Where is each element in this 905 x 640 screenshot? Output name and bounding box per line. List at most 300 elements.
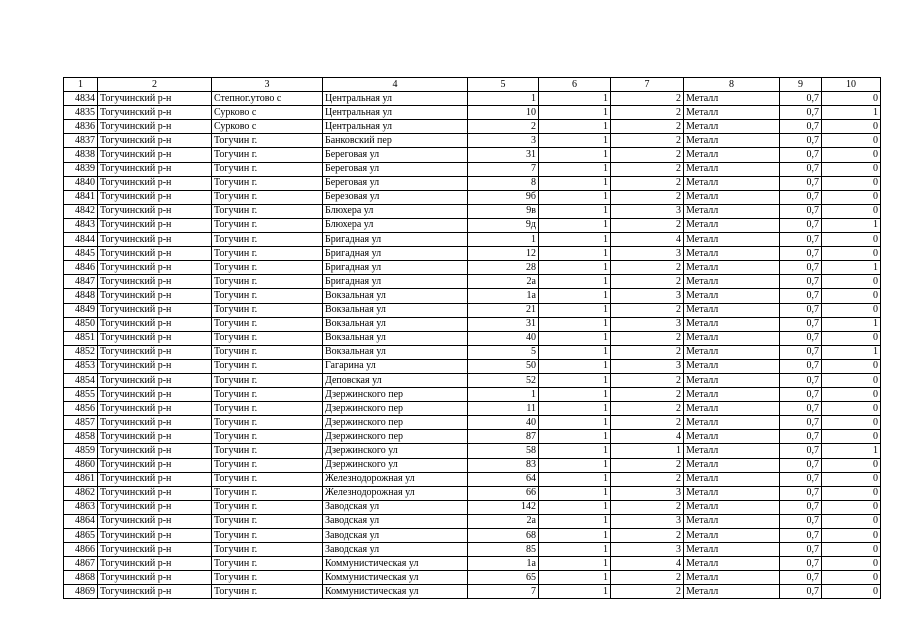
street-cell: Береговая ул <box>323 148 468 162</box>
material-cell: Металл <box>684 176 780 190</box>
col-6-cell: 1 <box>539 331 611 345</box>
col-6-cell: 1 <box>539 289 611 303</box>
col-10-cell: 0 <box>822 416 881 430</box>
table-row <box>64 331 881 345</box>
col-6-cell: 1 <box>539 388 611 402</box>
table-row <box>64 204 881 218</box>
street-cell: Центральная ул <box>323 106 468 120</box>
house-number-cell: 7 <box>468 585 539 599</box>
locality-cell: Тогучин г. <box>212 218 323 232</box>
col-6-cell: 1 <box>539 514 611 528</box>
row-number-cell: 4860 <box>64 458 98 472</box>
house-number-cell: 64 <box>468 472 539 486</box>
district-cell: Тогучинский р-н <box>98 92 212 106</box>
row-number-cell: 4854 <box>64 373 98 387</box>
locality-cell: Тогучин г. <box>212 486 323 500</box>
row-number-cell: 4839 <box>64 162 98 176</box>
table-row <box>64 543 881 557</box>
locality-cell: Тогучин г. <box>212 359 323 373</box>
locality-cell: Тогучин г. <box>212 303 323 317</box>
district-cell: Тогучинский р-н <box>98 458 212 472</box>
material-cell: Металл <box>684 557 780 571</box>
col-7-cell: 2 <box>611 120 684 134</box>
house-number-cell: 1 <box>468 233 539 247</box>
table-row <box>64 190 881 204</box>
table-row <box>64 233 881 247</box>
locality-cell: Тогучин г. <box>212 233 323 247</box>
col-7-cell: 4 <box>611 233 684 247</box>
header-col-10: 10 <box>822 78 881 92</box>
material-cell: Металл <box>684 204 780 218</box>
row-number-cell: 4863 <box>64 500 98 514</box>
col-7-cell: 2 <box>611 388 684 402</box>
col-7-cell: 2 <box>611 92 684 106</box>
table-row <box>64 176 881 190</box>
col-6-cell: 1 <box>539 275 611 289</box>
col-9-cell: 0,7 <box>780 557 822 571</box>
house-number-cell: 21 <box>468 303 539 317</box>
col-9-cell: 0,7 <box>780 120 822 134</box>
col-10-cell: 0 <box>822 529 881 543</box>
material-cell: Металл <box>684 472 780 486</box>
district-cell: Тогучинский р-н <box>98 514 212 528</box>
col-7-cell: 2 <box>611 458 684 472</box>
col-10-cell: 0 <box>822 388 881 402</box>
col-6-cell: 1 <box>539 402 611 416</box>
street-cell: Вокзальная ул <box>323 331 468 345</box>
street-cell: Заводская ул <box>323 514 468 528</box>
col-6-cell: 1 <box>539 416 611 430</box>
material-cell: Металл <box>684 190 780 204</box>
col-9-cell: 0,7 <box>780 218 822 232</box>
district-cell: Тогучинский р-н <box>98 571 212 585</box>
material-cell: Металл <box>684 134 780 148</box>
locality-cell: Тогучин г. <box>212 585 323 599</box>
locality-cell: Тогучин г. <box>212 247 323 261</box>
material-cell: Металл <box>684 359 780 373</box>
col-10-cell: 0 <box>822 359 881 373</box>
col-6-cell: 1 <box>539 472 611 486</box>
header-row <box>64 78 881 92</box>
house-number-cell: 11 <box>468 402 539 416</box>
material-cell: Металл <box>684 458 780 472</box>
col-6-cell: 1 <box>539 317 611 331</box>
col-7-cell: 3 <box>611 486 684 500</box>
row-number-cell: 4857 <box>64 416 98 430</box>
material-cell: Металл <box>684 486 780 500</box>
material-cell: Металл <box>684 373 780 387</box>
col-9-cell: 0,7 <box>780 571 822 585</box>
col-7-cell: 2 <box>611 529 684 543</box>
col-6-cell: 1 <box>539 148 611 162</box>
row-number-cell: 4861 <box>64 472 98 486</box>
material-cell: Металл <box>684 275 780 289</box>
col-9-cell: 0,7 <box>780 472 822 486</box>
street-cell: Центральная ул <box>323 120 468 134</box>
district-cell: Тогучинский р-н <box>98 373 212 387</box>
col-10-cell: 0 <box>822 486 881 500</box>
house-number-cell: 68 <box>468 529 539 543</box>
house-number-cell: 8 <box>468 176 539 190</box>
header-col-6: 6 <box>539 78 611 92</box>
col-10-cell: 0 <box>822 472 881 486</box>
district-cell: Тогучинский р-н <box>98 430 212 444</box>
table-row <box>64 430 881 444</box>
house-number-cell: 12 <box>468 247 539 261</box>
col-7-cell: 4 <box>611 430 684 444</box>
street-cell: Вокзальная ул <box>323 289 468 303</box>
material-cell: Металл <box>684 529 780 543</box>
col-9-cell: 0,7 <box>780 176 822 190</box>
district-cell: Тогучинский р-н <box>98 472 212 486</box>
district-cell: Тогучинский р-н <box>98 176 212 190</box>
row-number-cell: 4864 <box>64 514 98 528</box>
col-6-cell: 1 <box>539 303 611 317</box>
house-number-cell: 1 <box>468 92 539 106</box>
col-10-cell: 0 <box>822 585 881 599</box>
col-10-cell: 0 <box>822 373 881 387</box>
col-9-cell: 0,7 <box>780 585 822 599</box>
col-10-cell: 0 <box>822 190 881 204</box>
material-cell: Металл <box>684 162 780 176</box>
material-cell: Металл <box>684 500 780 514</box>
col-7-cell: 2 <box>611 190 684 204</box>
col-10-cell: 0 <box>822 92 881 106</box>
house-number-cell: 1а <box>468 289 539 303</box>
col-9-cell: 0,7 <box>780 416 822 430</box>
district-cell: Тогучинский р-н <box>98 204 212 218</box>
col-9-cell: 0,7 <box>780 402 822 416</box>
district-cell: Тогучинский р-н <box>98 261 212 275</box>
col-6-cell: 1 <box>539 543 611 557</box>
col-9-cell: 0,7 <box>780 162 822 176</box>
street-cell: Бригадная ул <box>323 233 468 247</box>
street-cell: Дзержинского пер <box>323 430 468 444</box>
row-number-cell: 4865 <box>64 529 98 543</box>
house-number-cell: 5 <box>468 345 539 359</box>
col-6-cell: 1 <box>539 247 611 261</box>
district-cell: Тогучинский р-н <box>98 529 212 543</box>
table-row <box>64 416 881 430</box>
col-7-cell: 2 <box>611 345 684 359</box>
house-number-cell: 1 <box>468 388 539 402</box>
district-cell: Тогучинский р-н <box>98 345 212 359</box>
locality-cell: Тогучин г. <box>212 134 323 148</box>
material-cell: Металл <box>684 218 780 232</box>
district-cell: Тогучинский р-н <box>98 416 212 430</box>
street-cell: Гагарина ул <box>323 359 468 373</box>
col-7-cell: 3 <box>611 514 684 528</box>
district-cell: Тогучинский р-н <box>98 233 212 247</box>
house-number-cell: 2 <box>468 120 539 134</box>
material-cell: Металл <box>684 345 780 359</box>
row-number-cell: 4834 <box>64 92 98 106</box>
col-6-cell: 1 <box>539 373 611 387</box>
row-number-cell: 4868 <box>64 571 98 585</box>
col-7-cell: 3 <box>611 289 684 303</box>
street-cell: Железнодорожная ул <box>323 472 468 486</box>
col-10-cell: 0 <box>822 134 881 148</box>
district-cell: Тогучинский р-н <box>98 331 212 345</box>
col-10-cell: 0 <box>822 120 881 134</box>
locality-cell: Сурково с <box>212 106 323 120</box>
col-10-cell: 0 <box>822 543 881 557</box>
house-number-cell: 31 <box>468 148 539 162</box>
table-row <box>64 458 881 472</box>
locality-cell: Тогучин г. <box>212 402 323 416</box>
row-number-cell: 4853 <box>64 359 98 373</box>
locality-cell: Тогучин г. <box>212 345 323 359</box>
locality-cell: Тогучин г. <box>212 458 323 472</box>
col-6-cell: 1 <box>539 92 611 106</box>
row-number-cell: 4856 <box>64 402 98 416</box>
locality-cell: Сурково с <box>212 120 323 134</box>
table-row <box>64 162 881 176</box>
col-6-cell: 1 <box>539 486 611 500</box>
district-cell: Тогучинский р-н <box>98 486 212 500</box>
col-10-cell: 0 <box>822 148 881 162</box>
col-7-cell: 2 <box>611 373 684 387</box>
district-cell: Тогучинский р-н <box>98 148 212 162</box>
header-col-8: 8 <box>684 78 780 92</box>
col-9-cell: 0,7 <box>780 331 822 345</box>
col-10-cell: 1 <box>822 261 881 275</box>
col-9-cell: 0,7 <box>780 106 822 120</box>
house-number-cell: 58 <box>468 444 539 458</box>
row-number-cell: 4858 <box>64 430 98 444</box>
row-number-cell: 4844 <box>64 233 98 247</box>
house-number-cell: 7 <box>468 162 539 176</box>
house-number-cell: 52 <box>468 373 539 387</box>
col-10-cell: 0 <box>822 458 881 472</box>
locality-cell: Степног.утово с <box>212 92 323 106</box>
row-number-cell: 4859 <box>64 444 98 458</box>
house-number-cell: 50 <box>468 359 539 373</box>
street-cell: Банковский пер <box>323 134 468 148</box>
table-row <box>64 402 881 416</box>
col-6-cell: 1 <box>539 571 611 585</box>
col-7-cell: 3 <box>611 247 684 261</box>
district-cell: Тогучинский р-н <box>98 585 212 599</box>
col-10-cell: 0 <box>822 204 881 218</box>
row-number-cell: 4848 <box>64 289 98 303</box>
col-6-cell: 1 <box>539 557 611 571</box>
col-7-cell: 2 <box>611 500 684 514</box>
district-cell: Тогучинский р-н <box>98 500 212 514</box>
col-10-cell: 1 <box>822 317 881 331</box>
district-cell: Тогучинский р-н <box>98 247 212 261</box>
street-cell: Блюхера ул <box>323 204 468 218</box>
house-number-cell: 10 <box>468 106 539 120</box>
row-number-cell: 4851 <box>64 331 98 345</box>
header-col-4: 4 <box>323 78 468 92</box>
col-7-cell: 2 <box>611 303 684 317</box>
col-7-cell: 2 <box>611 162 684 176</box>
col-6-cell: 1 <box>539 218 611 232</box>
table-row <box>64 514 881 528</box>
col-6-cell: 1 <box>539 190 611 204</box>
locality-cell: Тогучин г. <box>212 557 323 571</box>
col-10-cell: 0 <box>822 303 881 317</box>
data-table <box>63 77 881 599</box>
street-cell: Блюхера ул <box>323 218 468 232</box>
material-cell: Металл <box>684 289 780 303</box>
header-col-2: 2 <box>98 78 212 92</box>
street-cell: Дзержинского пер <box>323 416 468 430</box>
locality-cell: Тогучин г. <box>212 543 323 557</box>
material-cell: Металл <box>684 92 780 106</box>
col-9-cell: 0,7 <box>780 148 822 162</box>
house-number-cell: 31 <box>468 317 539 331</box>
material-cell: Металл <box>684 261 780 275</box>
row-number-cell: 4845 <box>64 247 98 261</box>
col-7-cell: 2 <box>611 261 684 275</box>
district-cell: Тогучинский р-н <box>98 359 212 373</box>
col-9-cell: 0,7 <box>780 500 822 514</box>
col-10-cell: 0 <box>822 500 881 514</box>
table-row <box>64 317 881 331</box>
table-row <box>64 500 881 514</box>
house-number-cell: 9д <box>468 218 539 232</box>
street-cell: Бригадная ул <box>323 261 468 275</box>
table-row <box>64 106 881 120</box>
table-row <box>64 345 881 359</box>
street-cell: Береговая ул <box>323 176 468 190</box>
row-number-cell: 4840 <box>64 176 98 190</box>
col-6-cell: 1 <box>539 529 611 543</box>
table-row <box>64 218 881 232</box>
col-6-cell: 1 <box>539 444 611 458</box>
col-7-cell: 2 <box>611 106 684 120</box>
col-9-cell: 0,7 <box>780 373 822 387</box>
material-cell: Металл <box>684 247 780 261</box>
district-cell: Тогучинский р-н <box>98 275 212 289</box>
material-cell: Металл <box>684 106 780 120</box>
street-cell: Береговая ул <box>323 162 468 176</box>
col-7-cell: 3 <box>611 204 684 218</box>
header-col-1: 1 <box>64 78 98 92</box>
house-number-cell: 3 <box>468 134 539 148</box>
district-cell: Тогучинский р-н <box>98 317 212 331</box>
locality-cell: Тогучин г. <box>212 176 323 190</box>
col-9-cell: 0,7 <box>780 514 822 528</box>
street-cell: Вокзальная ул <box>323 303 468 317</box>
locality-cell: Тогучин г. <box>212 204 323 218</box>
house-number-cell: 9б <box>468 190 539 204</box>
street-cell: Вокзальная ул <box>323 345 468 359</box>
row-number-cell: 4849 <box>64 303 98 317</box>
table-row <box>64 303 881 317</box>
table-row <box>64 92 881 106</box>
street-cell: Заводская ул <box>323 543 468 557</box>
col-10-cell: 0 <box>822 247 881 261</box>
table-row <box>64 472 881 486</box>
row-number-cell: 4850 <box>64 317 98 331</box>
col-10-cell: 1 <box>822 106 881 120</box>
col-9-cell: 0,7 <box>780 359 822 373</box>
locality-cell: Тогучин г. <box>212 571 323 585</box>
locality-cell: Тогучин г. <box>212 500 323 514</box>
col-6-cell: 1 <box>539 162 611 176</box>
locality-cell: Тогучин г. <box>212 416 323 430</box>
col-9-cell: 0,7 <box>780 247 822 261</box>
district-cell: Тогучинский р-н <box>98 444 212 458</box>
table-body <box>64 78 881 599</box>
col-7-cell: 2 <box>611 416 684 430</box>
row-number-cell: 4843 <box>64 218 98 232</box>
locality-cell: Тогучин г. <box>212 388 323 402</box>
header-col-3: 3 <box>212 78 323 92</box>
street-cell: Коммунистическая ул <box>323 557 468 571</box>
material-cell: Металл <box>684 388 780 402</box>
house-number-cell: 66 <box>468 486 539 500</box>
col-7-cell: 2 <box>611 472 684 486</box>
row-number-cell: 4835 <box>64 106 98 120</box>
col-6-cell: 1 <box>539 261 611 275</box>
col-7-cell: 1 <box>611 444 684 458</box>
street-cell: Дзержинского ул <box>323 458 468 472</box>
street-cell: Заводская ул <box>323 529 468 543</box>
district-cell: Тогучинский р-н <box>98 388 212 402</box>
material-cell: Металл <box>684 233 780 247</box>
col-6-cell: 1 <box>539 233 611 247</box>
district-cell: Тогучинский р-н <box>98 543 212 557</box>
col-6-cell: 1 <box>539 458 611 472</box>
house-number-cell: 2а <box>468 514 539 528</box>
col-9-cell: 0,7 <box>780 233 822 247</box>
locality-cell: Тогучин г. <box>212 529 323 543</box>
material-cell: Металл <box>684 148 780 162</box>
col-7-cell: 3 <box>611 317 684 331</box>
col-6-cell: 1 <box>539 359 611 373</box>
district-cell: Тогучинский р-н <box>98 402 212 416</box>
district-cell: Тогучинский р-н <box>98 557 212 571</box>
row-number-cell: 4869 <box>64 585 98 599</box>
table-row <box>64 529 881 543</box>
locality-cell: Тогучин г. <box>212 430 323 444</box>
col-6-cell: 1 <box>539 430 611 444</box>
locality-cell: Тогучин г. <box>212 331 323 345</box>
material-cell: Металл <box>684 585 780 599</box>
house-number-cell: 87 <box>468 430 539 444</box>
district-cell: Тогучинский р-н <box>98 218 212 232</box>
col-6-cell: 1 <box>539 204 611 218</box>
material-cell: Металл <box>684 331 780 345</box>
col-7-cell: 2 <box>611 134 684 148</box>
col-10-cell: 0 <box>822 233 881 247</box>
row-number-cell: 4855 <box>64 388 98 402</box>
col-10-cell: 0 <box>822 176 881 190</box>
col-9-cell: 0,7 <box>780 317 822 331</box>
col-9-cell: 0,7 <box>780 190 822 204</box>
col-7-cell: 2 <box>611 275 684 289</box>
row-number-cell: 4862 <box>64 486 98 500</box>
house-number-cell: 2а <box>468 275 539 289</box>
col-7-cell: 3 <box>611 359 684 373</box>
col-10-cell: 1 <box>822 345 881 359</box>
material-cell: Металл <box>684 430 780 444</box>
col-10-cell: 0 <box>822 162 881 176</box>
col-10-cell: 0 <box>822 289 881 303</box>
locality-cell: Тогучин г. <box>212 289 323 303</box>
street-cell: Центральная ул <box>323 92 468 106</box>
col-10-cell: 0 <box>822 402 881 416</box>
locality-cell: Тогучин г. <box>212 148 323 162</box>
district-cell: Тогучинский р-н <box>98 303 212 317</box>
house-number-cell: 40 <box>468 416 539 430</box>
locality-cell: Тогучин г. <box>212 190 323 204</box>
col-9-cell: 0,7 <box>780 261 822 275</box>
